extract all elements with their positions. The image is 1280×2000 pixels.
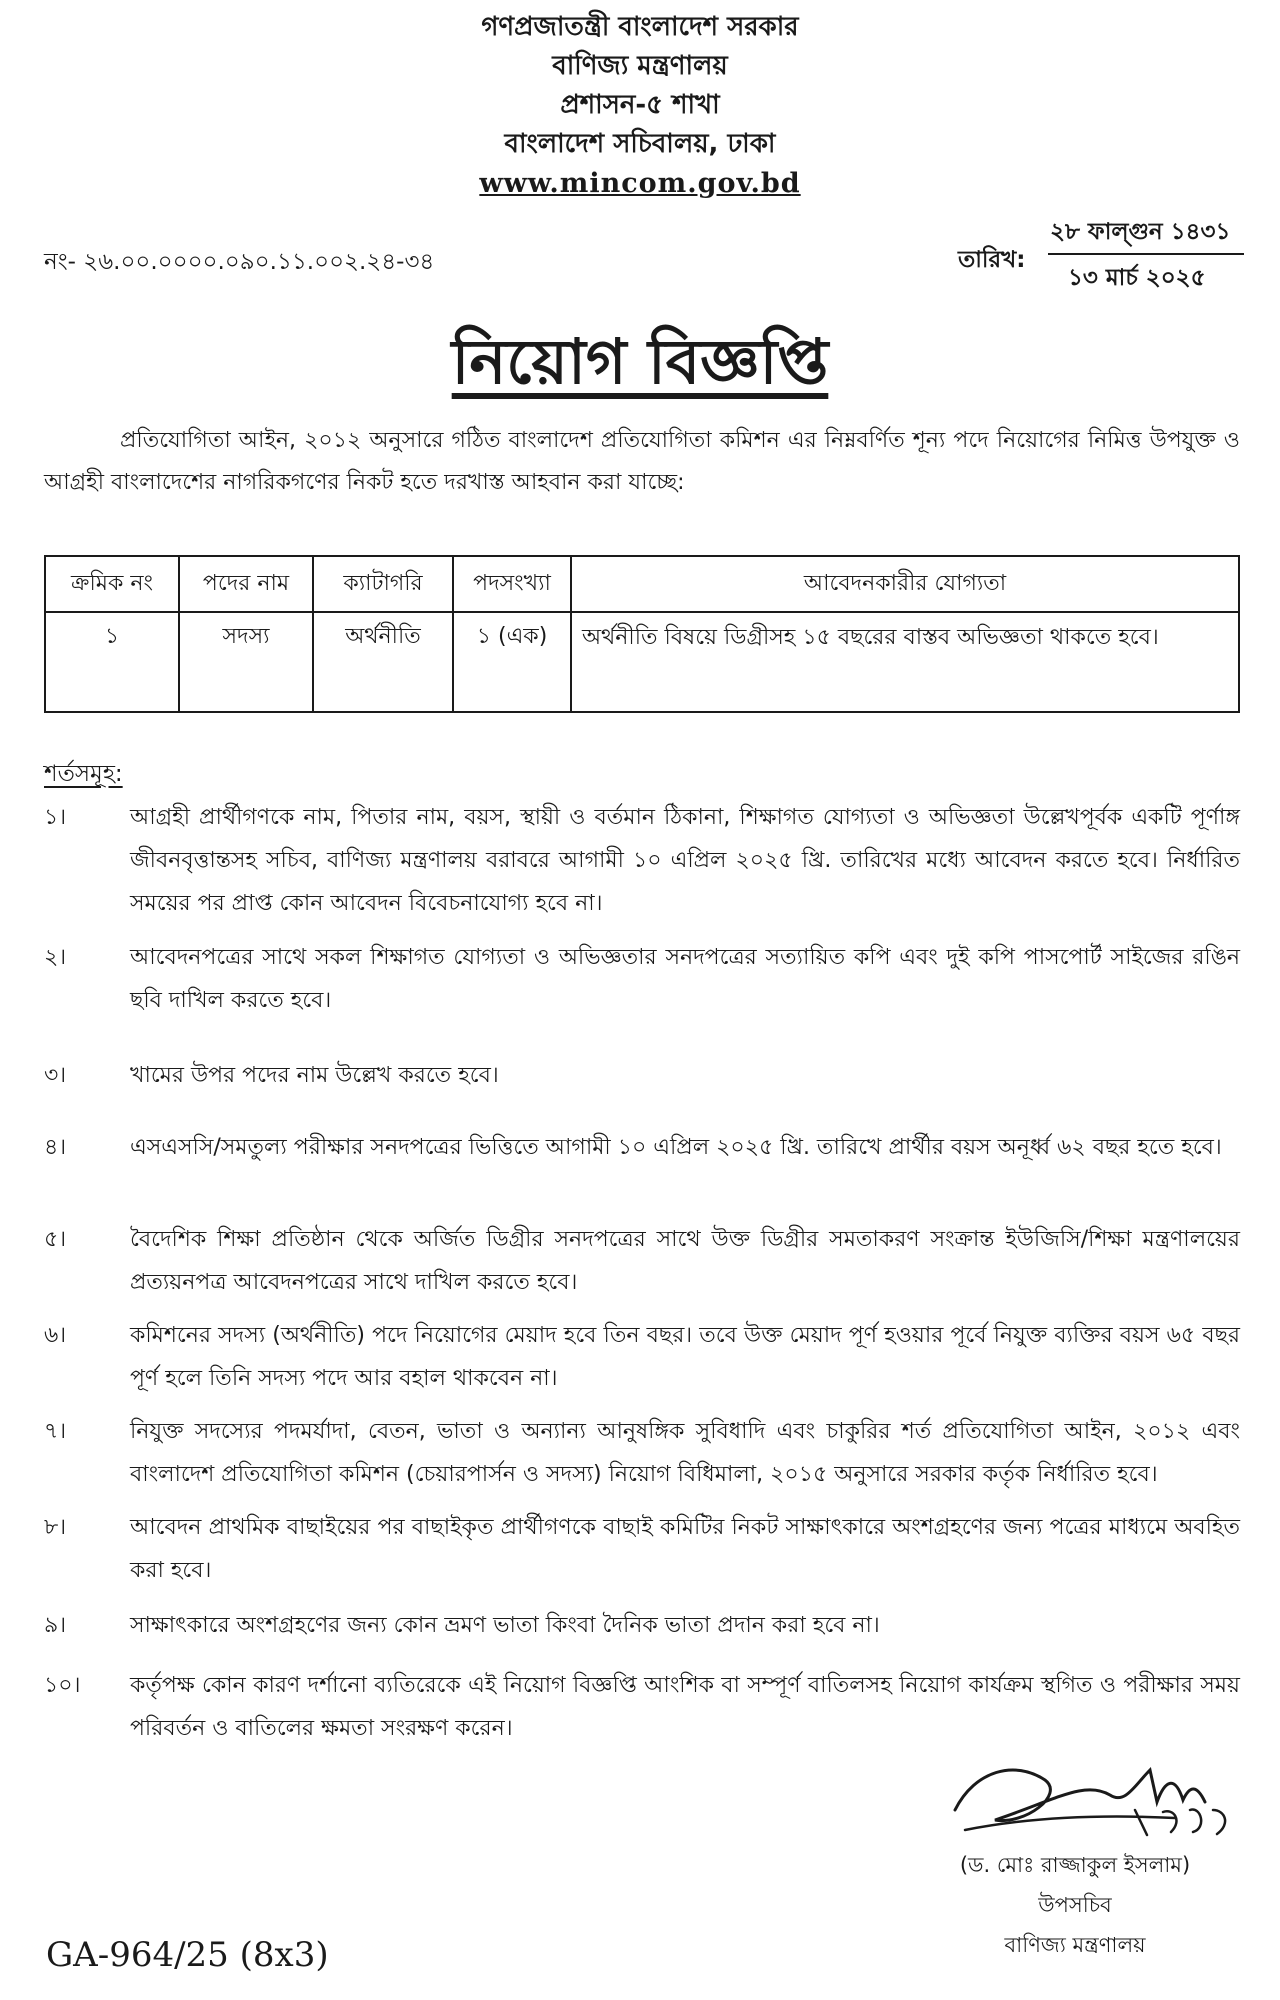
signer-name: (ড. মোঃ রাজ্জাকুল ইসলাম): [959, 1853, 1191, 1877]
signer-designation: উপসচিব: [1038, 1893, 1112, 1917]
condition-text: আগ্রহী প্রার্থীগণকে নাম, পিতার নাম, বয়স, স্থায়ী ও বর্তমান ঠিকানা, শিক্ষাগত যোগ্যতা ও অভিজ্ঞতা উল্লেখপূর্বক একটি পূর্ণাঙ্গ জীবনবৃত্তান্তসহ সচিব, বাণিজ্য মন্ত্রণালয় বরাবরে আগামী ১০ এপ্রিল ২০২৫ খ্রি. তারিখের মধ্যে আবেদন করতে হবে। নির্ধারিত সময়ের পর প্রাপ্ত কোন আবেদন বিবেচনাযোগ্য হবে না।: [130, 805, 1240, 916]
header-serial: ক্রমিক নং: [45, 556, 179, 612]
cell-post-count: ১ (এক): [453, 612, 571, 712]
date-english: ১৩ মার্চ ২০২৫: [1068, 265, 1206, 291]
government-name: গণপ্রজাতন্ত্রী বাংলাদেশ সরকার: [481, 12, 799, 42]
branch-name: প্রশাসন-৫ শাখা: [560, 90, 720, 120]
date-label: তারিখ:: [958, 247, 1026, 273]
signature-image: [935, 1740, 1265, 1850]
header-post-name: পদের নাম: [179, 556, 313, 612]
condition-item: [44, 1314, 1240, 1400]
condition-number: ২।: [44, 945, 67, 970]
memo-number: নং- ২৬.০০.০০০০.০৯০.১১.০০২.২৪-৩৪: [44, 249, 435, 275]
condition-text: এসএসসি/সমতুল্য পরীক্ষার সনদপত্রের ভিত্তিতে আগামী ১০ এপ্রিল ২০২৫ খ্রি. তারিখে প্রার্থীর বয়স অনূর্ধ্ব ৬২ বছর হতে হবে।: [130, 1135, 1222, 1160]
condition-number: ৭।: [44, 1419, 67, 1444]
signature-date-stroke: [1135, 1810, 1225, 1835]
cell-post-name: সদস্য: [179, 612, 313, 712]
condition-text: সাক্ষাৎকারে অংশগ্রহণের জন্য কোন ভ্রমণ ভাতা কিংবা দৈনিক ভাতা প্রদান করা হবে না।: [130, 1613, 880, 1638]
condition-item: [44, 1604, 1240, 1647]
date-bangla: ২৮ ফাল্গুন ১৪৩১: [1050, 219, 1231, 245]
condition-number: ৬।: [44, 1323, 67, 1348]
notice-title-text: নিয়োগ বিজ্ঞপ্তি: [451, 325, 829, 398]
condition-number: ১।: [44, 805, 67, 830]
condition-item: [44, 1664, 1240, 1750]
header-post-count: পদসংখ্যা: [453, 556, 571, 612]
cell-serial: ১: [45, 612, 179, 712]
letterhead: [0, 8, 1280, 204]
condition-item: [44, 936, 1240, 1022]
office-address: বাংলাদেশ সচিবালয়, ঢাকা: [504, 129, 776, 159]
notice-title: [0, 315, 1280, 418]
condition-text: কর্তৃপক্ষ কোন কারণ দর্শানো ব্যতিরেকে এই নিয়োগ বিজ্ঞপ্তি আংশিক বা সম্পূর্ণ বাতিলসহ নিয়োগ কার্যক্রম স্থগিত ও পরীক্ষার সময় পরিবর্তন ও বাতিলের ক্ষমতা সংরক্ষণ করেন।: [130, 1673, 1240, 1741]
condition-item: [44, 1410, 1240, 1496]
vacancy-table: [44, 555, 1240, 713]
condition-text: নিযুক্ত সদস্যের পদমর্যাদা, বেতন, ভাতা ও অন্যান্য আনুষঙ্গিক সুবিধাদি এবং চাকুরির শর্ত প্রতিযোগিতা আইন, ২০১২ এবং বাংলাদেশ প্রতিযোগিতা কমিশন (চেয়ারপার্সন ও সদস্য) নিয়োগ বিধিমালা, ২০১৫ অনুসারে সরকার কর্তৃক নির্ধারিত হবে।: [130, 1419, 1240, 1487]
condition-number: ১০।: [44, 1673, 81, 1698]
header-category: ক্যাটাগরি: [313, 556, 453, 612]
table-header-row: [45, 556, 1239, 612]
condition-number: ৯।: [44, 1613, 67, 1638]
signature-block: [910, 1845, 1240, 1965]
condition-item: [44, 796, 1240, 925]
condition-item: [44, 1054, 1240, 1097]
condition-text: কমিশনের সদস্য (অর্থনীতি) পদে নিয়োগের মেয়াদ হবে তিন বছর। তবে উক্ত মেয়াদ পূর্ণ হওয়ার পূর্বে নিযুক্ত ব্যক্তির বয়স ৬৫ বছর পূর্ণ হলে তিনি সদস্য পদে আর বহাল থাকবেন না।: [130, 1323, 1240, 1391]
date-block: [958, 213, 1248, 303]
condition-item: [44, 1126, 1240, 1169]
intro-paragraph: প্রতিযোগিতা আইন, ২০১২ অনুসারে গঠিত বাংলাদেশ প্রতিযোগিতা কমিশন এর নিম্নবর্ণিত শূন্য পদে নিয়োগের নিমিত্ত উপযুক্ত ও আগ্রহী বাংলাদেশের নাগরিকগণের নিকট হতে দরখাস্ত আহবান করা যাচ্ছে:: [44, 428, 1240, 495]
condition-number: ৮।: [44, 1515, 67, 1540]
condition-text: খামের উপর পদের নাম উল্লেখ করতে হবে।: [130, 1063, 499, 1088]
condition-number: ৩।: [44, 1063, 67, 1088]
condition-text: বৈদেশিক শিক্ষা প্রতিষ্ঠান থেকে অর্জিত ডিগ্রীর সনদপত্রের সাথে উক্ত ডিগ্রীর সমতাকরণ সংক্রান্ত ইউজিসি/শিক্ষা মন্ত্রণালয়ের প্রত্যয়নপত্র আবেদনপত্রের সাথে দাখিল করতে হবে।: [130, 1227, 1240, 1295]
condition-text: আবেদন প্রাথমিক বাছাইয়ের পর বাছাইকৃত প্রার্থীগণকে বাছাই কমিটির নিকট সাক্ষাৎকারে অংশগ্রহণের জন্য পত্রের মাধ্যমে অবহিত করা হবে।: [130, 1515, 1240, 1583]
cell-qualification: অর্থনীতি বিষয়ে ডিগ্রীসহ ১৫ বছরের বাস্তব অভিজ্ঞতা থাকতে হবে।: [571, 612, 1239, 712]
date-divider: [1048, 253, 1244, 255]
website-link[interactable]: www.mincom.gov.bd: [479, 168, 801, 199]
conditions-heading: শর্তসমূহ:: [44, 761, 123, 787]
condition-number: ৪।: [44, 1135, 67, 1160]
signature-stroke: [955, 1770, 1205, 1821]
ga-code: GA-964/25 (8x3): [46, 1935, 329, 1975]
ministry-name: বাণিজ্য মন্ত্রণালয়: [552, 51, 728, 81]
table-row: [45, 612, 1239, 712]
condition-text: আবেদনপত্রের সাথে সকল শিক্ষাগত যোগ্যতা ও অভিজ্ঞতার সনদপত্রের সত্যায়িত কপি এবং দুই কপি পাসপোর্ট সাইজের রঙিন ছবি দাখিল করতে হবে।: [130, 945, 1240, 1013]
condition-number: ৫।: [44, 1227, 67, 1252]
header-qualification: আবেদনকারীর যোগ্যতা: [571, 556, 1239, 612]
signer-office: বাণিজ্য মন্ত্রণালয়: [1004, 1933, 1146, 1957]
cell-category: অর্থনীতি: [313, 612, 453, 712]
condition-item: [44, 1506, 1240, 1592]
condition-item: [44, 1218, 1240, 1304]
